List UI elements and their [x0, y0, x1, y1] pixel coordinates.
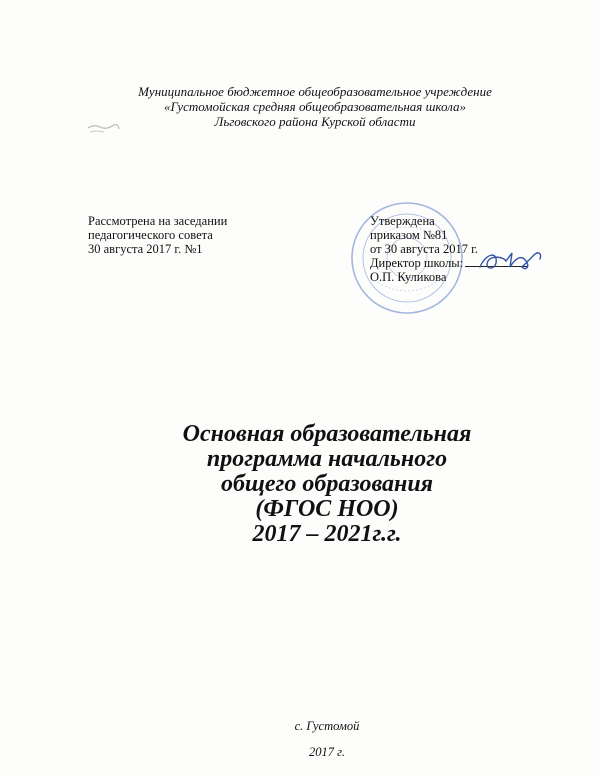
institution-line-3: Льговского района Курской области — [214, 114, 416, 129]
approved-line-3: от 30 августа 2017 г. — [370, 242, 478, 256]
institution-line-1: Муниципальное бюджетное общеобразовательное учреждение — [138, 84, 492, 99]
considered-line-2: педагогического совета — [88, 228, 213, 242]
title-line-2: программа начального — [206, 446, 448, 472]
institution-header — [0, 84, 600, 129]
institution-line-2: «Густомойская средняя общеобразовательная школа» — [164, 99, 466, 114]
footer-place: с. Густомой — [294, 719, 360, 733]
title-line-4: (ФГОС НОО) — [255, 496, 399, 522]
approved-line-1: Утверждена — [370, 214, 435, 228]
approved-line-2: приказом №81 — [370, 228, 448, 242]
considered-line-1: Рассмотрена на заседании — [88, 214, 228, 228]
director-label: Директор школы: — [370, 256, 464, 270]
considered-block — [88, 214, 227, 256]
considered-line-3: 30 августа 2017 г. №1 — [88, 242, 203, 256]
title-line-1: Основная образовательная — [182, 421, 472, 447]
approved-line-5: О.П. Куликова — [370, 270, 447, 284]
director-signature-icon — [476, 247, 546, 275]
title-line-3: общего образования — [220, 471, 434, 497]
document-title — [0, 422, 600, 547]
title-line-5: 2017 – 2021г.г. — [252, 521, 402, 547]
footer-year: 2017 г. — [309, 745, 345, 759]
